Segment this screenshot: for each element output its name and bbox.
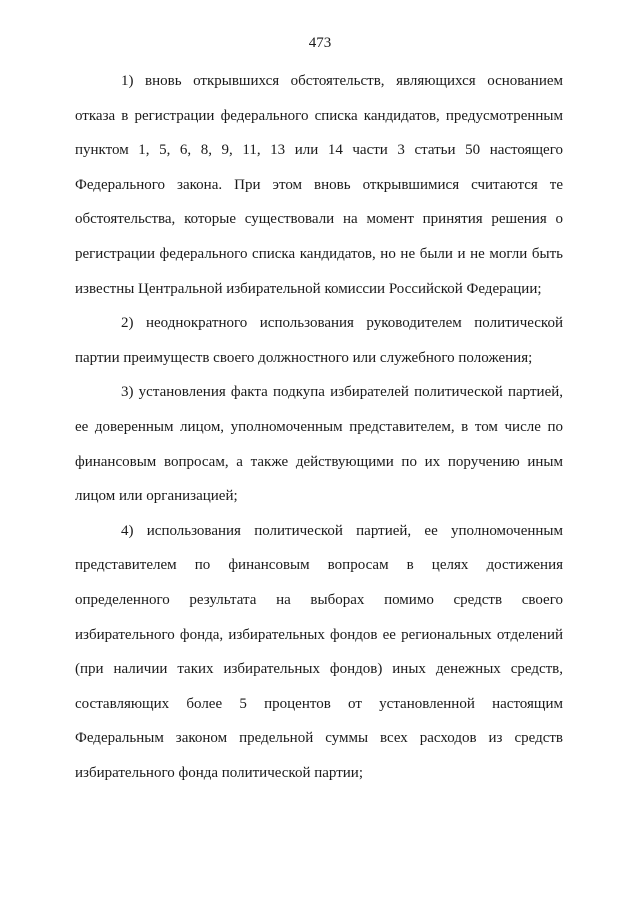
paragraph-item-4: 4) использования политической партией, ее уполномоченным представителем по финансовым вопросам в целях достижения определенного результата на выборах помимо средств своего избирательного фонда, избирательных фондов ее региональных отделений (при наличии таких избирательных фондов) иных денежных средств, составляющих более 5 процентов от установленной настоящим Федеральным законом предельной суммы всех расходов из средств избирательного фонда политической партии;	[75, 522, 563, 781]
paragraph-item-3: 3) установления факта подкупа избирателей политической партией, ее доверенным лицом, уполномоченным представителем, в том числе по финансовым вопросам, а также действующими по их поручению иным лицом или организацией;	[75, 384, 563, 505]
paragraph-item-2: 2) неоднократного использования руководителем политической партии преимуществ своего должностного или служебного положения;	[75, 315, 563, 366]
page-number: 473	[308, 35, 332, 51]
paragraph-item-1: 1) вновь открывшихся обстоятельств, являющихся основанием отказа в регистрации федерального списка кандидатов, предусмотренным пунктом 1, 5, 6, 8, 9, 11, 13 или 14 части 3 статьи 50 настоящего Федерального закона. При этом вновь открывшимися считаются те обстоятельства, которые существовали на момент принятия решения о регистрации федерального списка кандидатов, но не были и не могли быть известны Центральной избирательной комиссии Российской Федерации;	[75, 73, 563, 297]
document-body	[75, 64, 563, 790]
